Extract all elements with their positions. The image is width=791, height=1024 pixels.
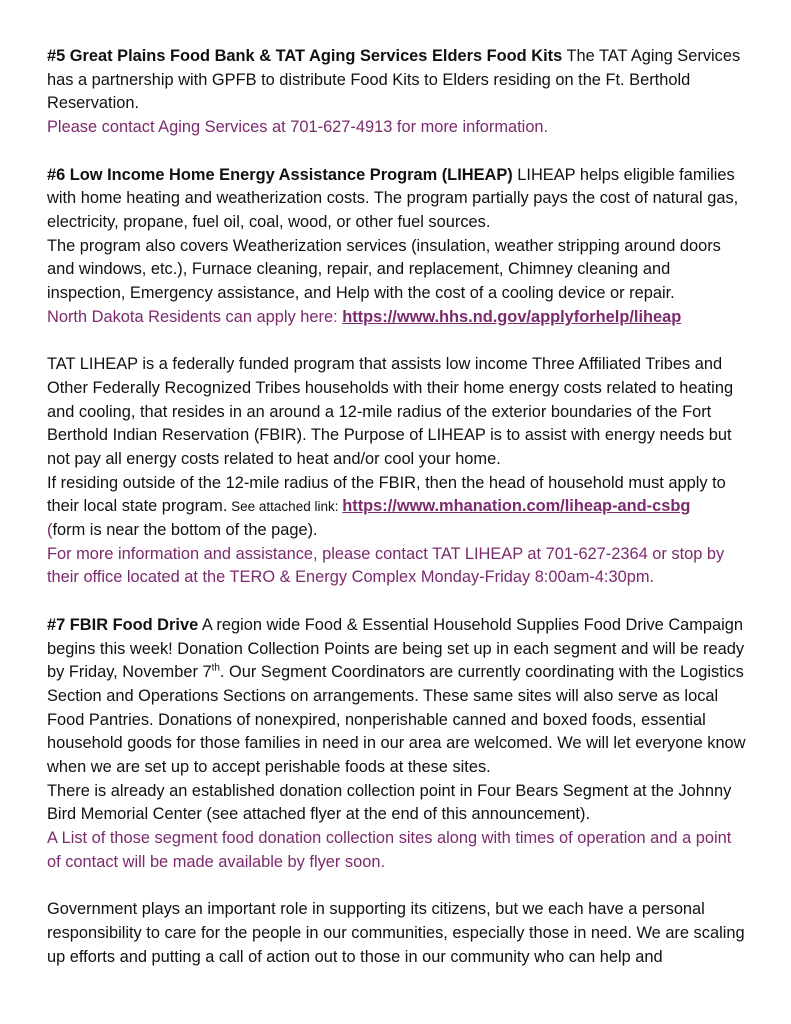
- item6-section: [47, 164, 747, 330]
- item7-body2: There is already an established donation collection point in Four Bears Segment at the Johnny Bird Memorial Center (see attached flyer at the end of this announcement).: [47, 781, 732, 824]
- item5-contact: Please contact Aging Services at 701-627-4913 for more information.: [47, 118, 549, 137]
- tat-liheap-body: TAT LIHEAP is a federally funded program that assists low income Three Affiliated Tribes and Other Federally Recognized Tribes households with their home energy costs related to heating and cooling, that resides in an around a 12-mile radius of the exterior boundaries of the Fort Berthold Indian Reservation (FBIR). The Purpose of LIHEAP is to assist with energy needs but not pay all energy costs related to heat and/or cool your home.: [47, 355, 734, 468]
- outside-radius: [47, 472, 747, 543]
- item7-contact: A List of those segment food donation collection sites along with times of operation and a point of contact will be made available by flyer soon.: [47, 829, 732, 871]
- tat-liheap-section: [47, 353, 747, 590]
- tat-liheap-contact: For more information and assistance, please contact TAT LIHEAP at 701-627-2364 or stop by their office located at the TERO & Energy Complex Monday-Friday 8:00am-4:30pm.: [47, 544, 725, 587]
- form-note: form is near the bottom of the page).: [52, 521, 318, 540]
- hhs-liheap-link[interactable]: https://www.hhs.nd.gov/applyforhelp/liheap: [342, 307, 682, 326]
- item6-body: LIHEAP helps eligible families with home heating and weatherization costs. The program partially pays the cost of natural gas, electricity, propane, fuel oil, coal, wood, or other fuel sources.: [47, 165, 739, 231]
- item7-section: [47, 614, 747, 875]
- item6-heading: #6 Low Income Home Energy Assistance Program (LIHEAP): [47, 165, 513, 184]
- item7-sup: th: [211, 662, 220, 674]
- outside-radius-text: If residing outside of the 12-mile radius of the FBIR, then the head of household must apply to their local state program.: [47, 473, 726, 516]
- item7-heading: #7 FBIR Food Drive: [47, 615, 199, 634]
- mha-liheap-link[interactable]: https://www.mhanation.com/liheap-and-csbg: [342, 497, 691, 516]
- item5-section: [47, 45, 747, 140]
- closing-paragraph: Government plays an important role in supporting its citizens, but we each have a personal responsibility to care for the people in our communities, especially those in need. We are scaling up efforts and putting a call of action out to those in our community who can help and: [47, 900, 745, 966]
- document-page: [47, 45, 747, 993]
- apply-text: North Dakota Residents can apply here:: [47, 307, 343, 326]
- item6-apply: [47, 306, 747, 330]
- item5-heading: #5 Great Plains Food Bank & TAT Aging Services Elders Food Kits: [47, 47, 563, 65]
- item7-body-b: . Our Segment Coordinators are currently coordinating with the Logistics Section and Operations Sections on arrangements. These same sites will also serve as local Food Pantries. Donations of nonexpired, nonperishable canned and boxed foods, essential household goods for those families in need in our area are welcomed. We will let everyone know when we are set up to accept perishable foods at these sites.: [47, 663, 746, 777]
- item5-body: The TAT Aging Services has a partnership with GPFB to distribute Food Kits to Elders residing on the Ft. Berthold Reservation.: [47, 47, 741, 113]
- item7-body-a: A region wide Food & Essential Household Supplies Food Drive Campaign begins this week! Donation Collection Points are being set up in each segment and will be ready by Friday, November 7: [47, 615, 745, 682]
- see-link-text: See attached link:: [227, 499, 343, 515]
- form-note-paren: (: [47, 521, 53, 540]
- item6-body2: The program also covers Weatherization services (insulation, weather stripping around doors and windows, etc.), Furnace cleaning, repair, and replacement, Chimney cleaning and inspection, Emergency assistance, and Help with the cost of a cooling device or repair.: [47, 236, 721, 303]
